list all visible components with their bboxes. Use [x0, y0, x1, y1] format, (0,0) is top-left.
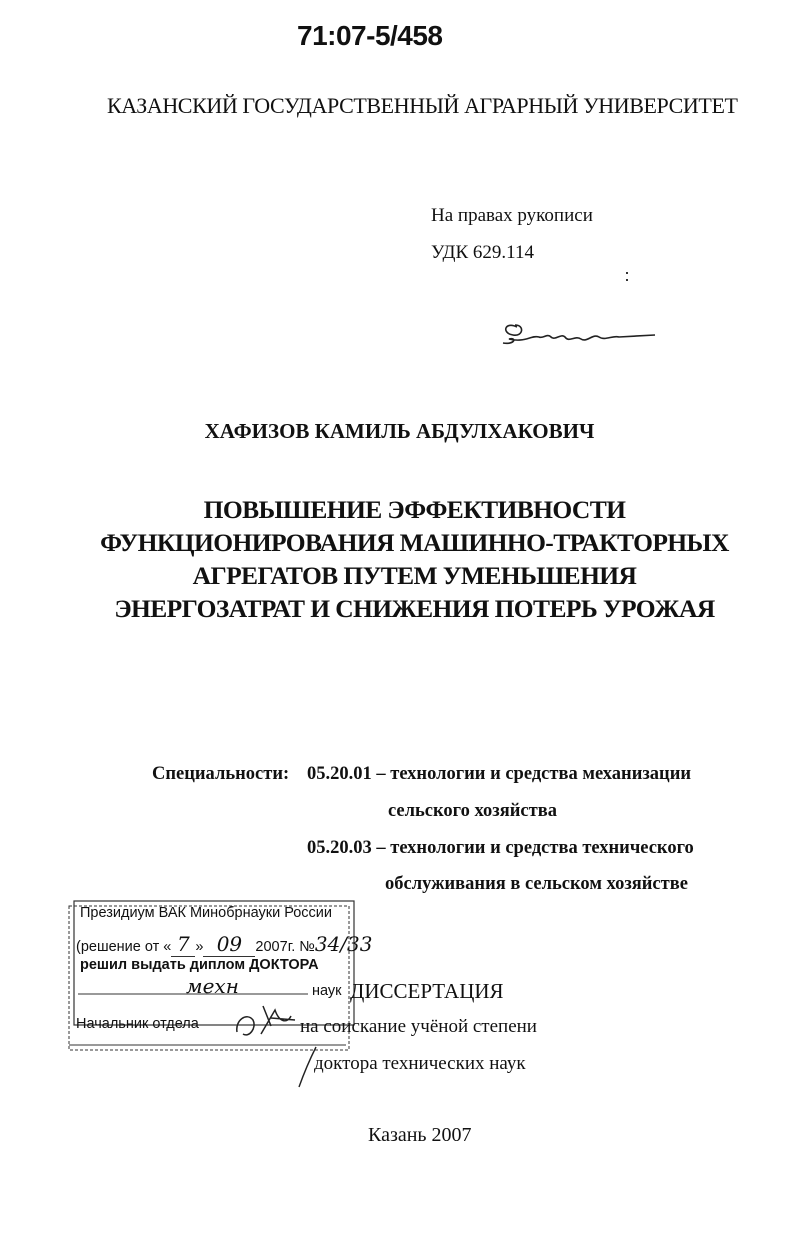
stamp-line-3: решил выдать диплом ДОКТОРА [80, 957, 319, 973]
manuscript-rights: На правах рукописи [431, 205, 593, 226]
author-name: ХАФИЗОВ КАМИЛЬ АБДУЛХАКОВИЧ [204, 419, 595, 443]
stamp-decision-prefix: (решение от « [76, 939, 172, 955]
speck [626, 279, 628, 281]
udk-code: УДК 629.114 [431, 242, 534, 263]
stamp-signature [231, 998, 311, 1046]
specialty-2-line2: обслуживания в сельском хозяйстве [385, 874, 688, 894]
title-line: ПОВЫШЕНИЕ ЭФФЕКТИВНОСТИ [203, 495, 626, 524]
stamp-day: 7 [171, 932, 195, 957]
specialty-1-line1: 05.20.01 – технологии и средства механизации [307, 764, 692, 784]
archive-code: 71:07-5/458 [297, 20, 443, 51]
stamp-number-label: г. № [287, 939, 315, 955]
stamp-number: 34/33 [314, 932, 373, 956]
university-name: КАЗАНСКИЙ ГОСУДАРСТВЕННЫЙ АГРАРНЫЙ УНИВЕРСИТЕТ [107, 93, 738, 118]
speck [626, 272, 628, 274]
title-line: ЭНЕРГОЗАТРАТ И СНИЖЕНИЯ ПОТЕРЬ УРОЖАЯ [114, 594, 715, 623]
stamp-line-1: Президиум ВАК Минобрнауки России [80, 905, 333, 921]
stamp-line-5: Начальник отдела [76, 1016, 199, 1032]
specialty-2-line1: 05.20.03 – технологии и средства технического [307, 838, 694, 858]
stamp-line-2 [76, 932, 372, 957]
title-line: АГРЕГАТОВ ПУТЕМ УМЕНЬШЕНИЯ [192, 561, 637, 590]
degree-line-2: доктора технических наук [314, 1053, 526, 1074]
stamp-year: 2007 [255, 939, 288, 955]
degree-line-1: на соискание учёной степени [300, 1016, 537, 1037]
dissertation-label: ДИССЕРТАЦИЯ [350, 979, 504, 1003]
title-line: ФУНКЦИОНИРОВАНИЯ МАШИННО-ТРАКТОРНЫХ [100, 528, 729, 557]
dissertation-title [0, 493, 799, 625]
stamp-month: 09 [203, 932, 255, 957]
degree-bracket-stroke [296, 1045, 320, 1089]
stamp-science-suffix: наук [312, 983, 342, 999]
city-year: Казань 2007 [368, 1124, 472, 1146]
author-signature [495, 315, 665, 355]
specialties-label: Специальности: [152, 764, 290, 784]
stamp-field: мехн [186, 974, 239, 998]
specialty-1-line2: сельского хозяйства [388, 801, 557, 821]
stamp-decision-mid: » [195, 939, 204, 955]
